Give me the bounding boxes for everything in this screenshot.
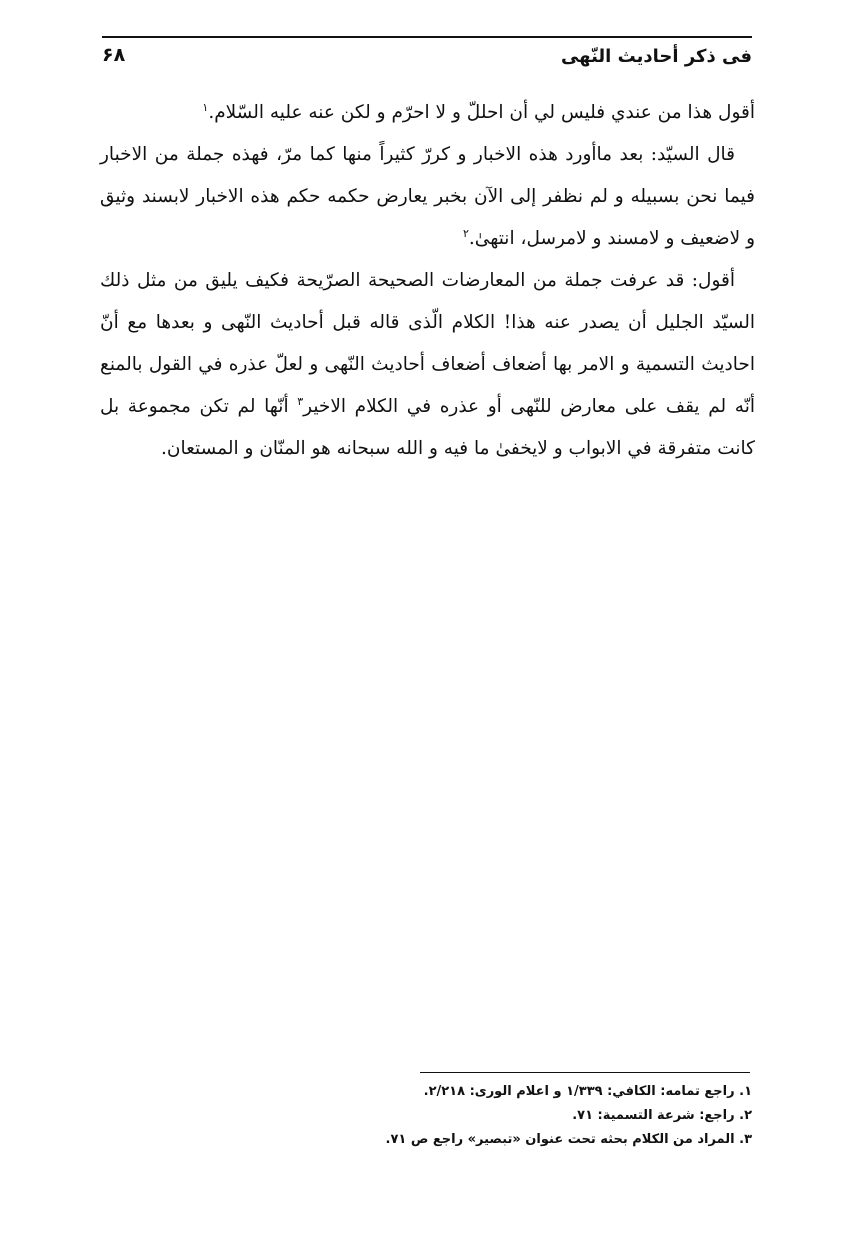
paragraph-text: أقول: قد عرفت جملة من المعارضات الصحيحة الصرّيحة فكيف يليق من مثل ذلك السيّد الجليل أن يصدر عنه هذا! الكلام الّذى قاله قبل أحاديث النّهى و بعدها مع أنّ احاديث التسمية و الامر بها أضعاف أضعاف أحاديث النّهى و لعلّ عذره في القول بالمنع أنّه لم يقف على معارض للنّهى أو عذره في الكلام الاخير	[100, 270, 755, 417]
paragraph	[100, 92, 755, 134]
page-header	[102, 36, 752, 76]
footnote: ٢. راجع: شرعة التسمية: ٧١.	[572, 1108, 752, 1123]
footnote-ref: ٣	[297, 394, 304, 408]
header-rule	[102, 36, 752, 38]
footnotes	[112, 1080, 752, 1152]
paragraph-text: قال السيّد: بعد ماأورد هذه الاخبار و كررّ كثيراً منها كما مرّ، فهذه جملة من الاخبار فيما نحن بسبيله و لم نظفر إلى الآن بخبر يعارض حكمه حكم هذه الاخبار لابسند وثيق و لاضعيف و لامسند و لامرسل، انتهىٰ.	[100, 144, 755, 249]
running-title: فى ذكر أحاديث النّهى	[560, 46, 752, 67]
footnote: ١. راجع تمامه: الكافي: ١/٣٣٩ و اعلام الورى: ٢/٢١٨.	[423, 1084, 752, 1099]
paragraph	[100, 134, 755, 260]
footnote: ٣. المراد من الكلام بحثه تحت عنوان «تبصير» راجع ص ٧١.	[385, 1132, 752, 1147]
footnote-ref: ١	[202, 100, 209, 114]
paragraph-text: أنّها لم تكن مجموعة بل كانت متفرقة في الابواب و لايخفىٰ ما فيه و الله سبحانه هو المنّان و المستعان.	[100, 396, 755, 459]
body-text	[100, 92, 755, 470]
footnote-rule	[420, 1072, 750, 1073]
paragraph	[100, 260, 755, 470]
paragraph-text: أقول هذا من عندي فليس لي أن احللّ و لا احرّم و لكن عنه عليه السّلام.	[208, 102, 755, 123]
footnote-ref: ٢	[462, 226, 469, 240]
page-number: ۶۸	[102, 44, 126, 66]
